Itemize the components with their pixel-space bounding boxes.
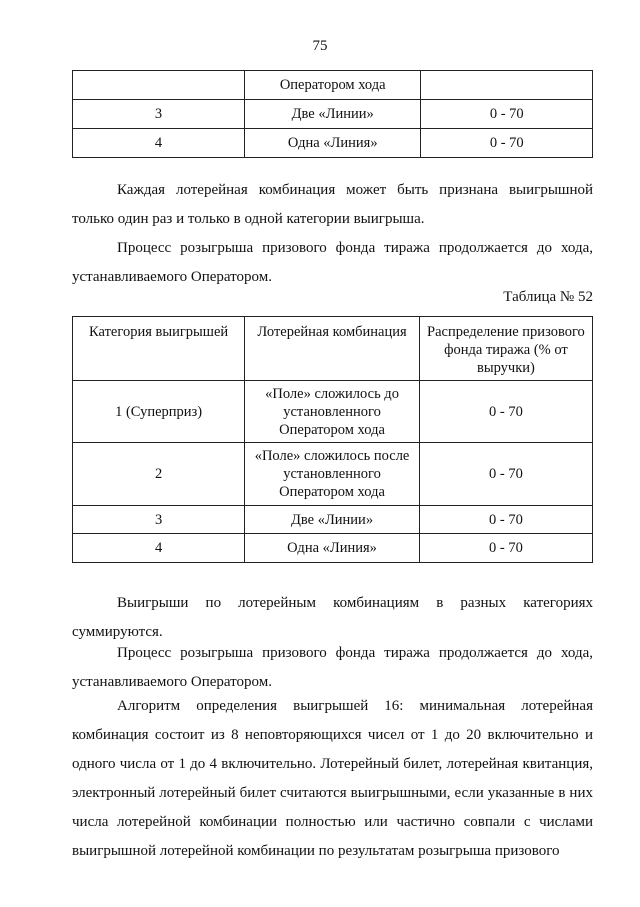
- table-cell-distribution: 0 - 70: [419, 443, 592, 506]
- paragraph: Алгоритм определения выигрышей 16: минимальная лотерейная комбинация состоит из 8 неповторяющихся чисел от 1 до 20 включительно и одного числа от 1 до 4 включительно. Лотерейный билет, лотерейная квитанция, электронный лотерейный билет считаются выигрышными, если указанные в них числа лотерейной комбинации полностью или частично совпали с числами выигрышной лотерейной комбинации по результатам розыгрыша призового: [72, 698, 593, 859]
- table-header-distribution: Распределение призового фонда тиража (% от выручки): [419, 317, 592, 381]
- table-cell-combination: «Поле» сложилось до установленного Оператором хода: [245, 381, 420, 443]
- table-cell-combination: Две «Линии»: [245, 506, 420, 534]
- table-cell-category: 4: [73, 534, 245, 563]
- paragraph: Выигрыши по лотерейным комбинациям в разных категориях суммируются.: [72, 595, 593, 640]
- table-cell-category: 3: [73, 506, 245, 534]
- table-cell-category: 4: [73, 129, 245, 158]
- table-cell-distribution: 0 - 70: [421, 129, 593, 158]
- table-row: [73, 100, 593, 129]
- table-cell-distribution: 0 - 70: [419, 534, 592, 563]
- page-number: 75: [312, 38, 328, 54]
- table-cell-distribution: 0 - 70: [419, 506, 592, 534]
- paragraph: Процесс розыгрыша призового фонда тиража продолжается до хода, устанавливаемого Оператором.: [72, 240, 593, 285]
- table-cell-combination: Одна «Линия»: [245, 534, 420, 563]
- table-header-combination: Лотерейная комбинация: [245, 317, 420, 381]
- table-row: [73, 534, 593, 563]
- paragraph: Процесс розыгрыша призового фонда тиража продолжается до хода, устанавливаемого Оператором.: [72, 645, 593, 690]
- table-row: [73, 381, 593, 443]
- table-row: [73, 71, 593, 100]
- table-cell-combination: Оператором хода: [244, 71, 421, 100]
- table-cell-category: 1 (Суперприз): [73, 381, 245, 443]
- paragraph: Каждая лотерейная комбинация может быть признана выигрышной только один раз и только в одной категории выигрыша.: [72, 182, 593, 227]
- table-row: [73, 443, 593, 506]
- table-cell-distribution: 0 - 70: [421, 100, 593, 129]
- table-cell-combination: Две «Линии»: [244, 100, 421, 129]
- table-cell-combination: Одна «Линия»: [244, 129, 421, 158]
- table-header-row: [73, 317, 593, 381]
- prize-table-continued: [72, 70, 593, 158]
- table-cell-distribution: 0 - 70: [419, 381, 592, 443]
- prize-table-52: [72, 316, 593, 563]
- table-caption: Таблица № 52: [503, 289, 593, 305]
- table-cell-combination: «Поле» сложилось после установленного Оператором хода: [245, 443, 420, 506]
- table-cell-distribution: [421, 71, 593, 100]
- table-cell-category: [73, 71, 245, 100]
- table-cell-category: 2: [73, 443, 245, 506]
- table-header-category: Категория выигрышей: [73, 317, 245, 381]
- table-row: [73, 506, 593, 534]
- table-cell-category: 3: [73, 100, 245, 129]
- table-row: [73, 129, 593, 158]
